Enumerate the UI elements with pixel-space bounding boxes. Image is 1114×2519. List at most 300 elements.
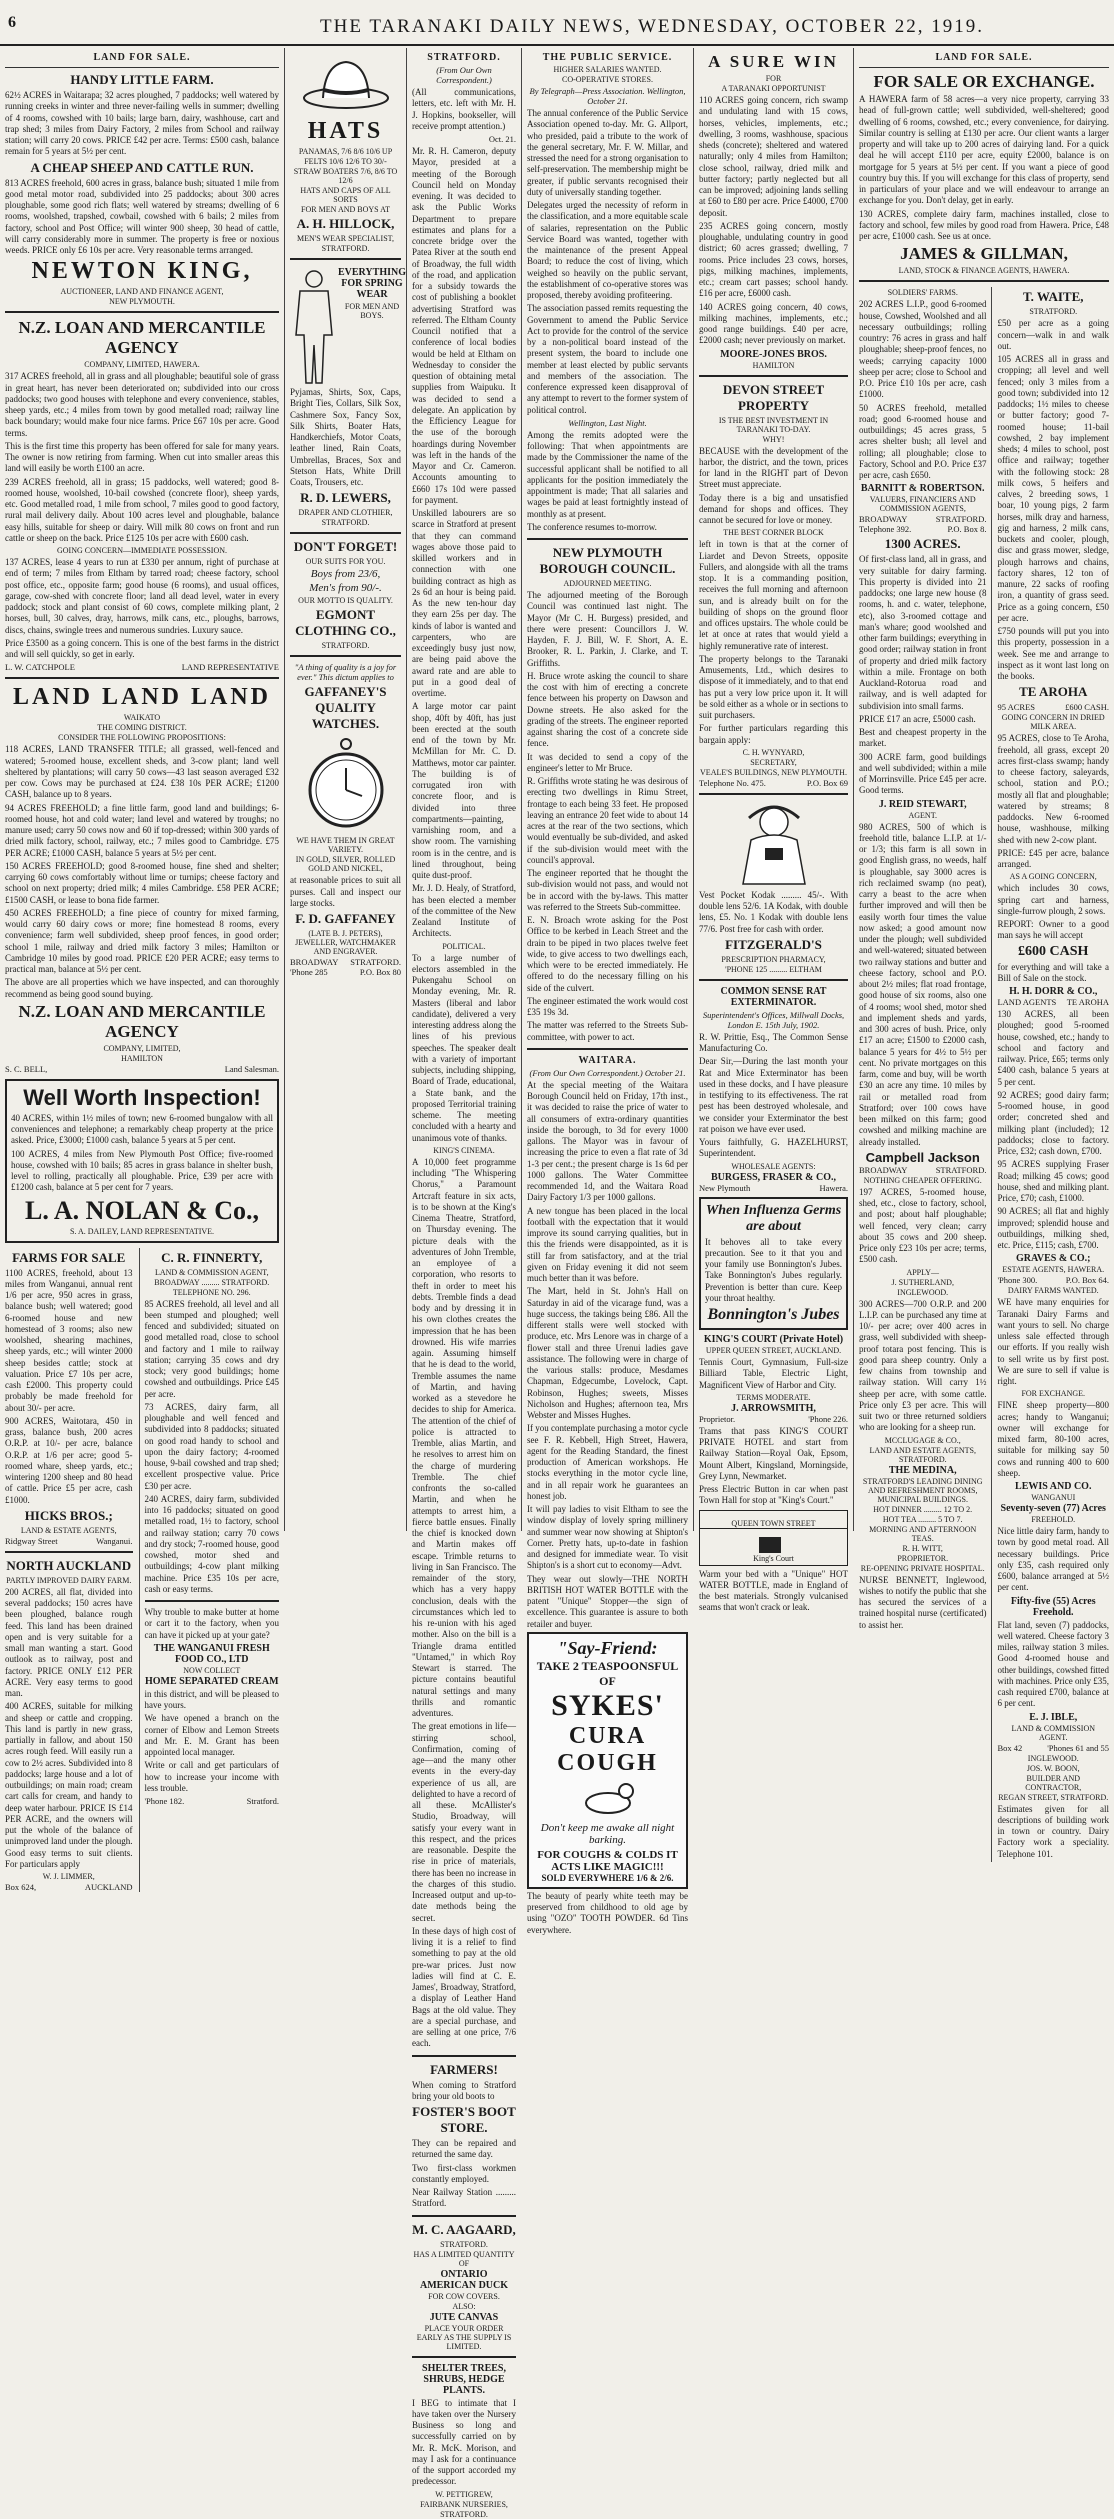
- dog-illustration: [578, 1777, 638, 1817]
- boon-name: JOS. W. BOON,: [1026, 1763, 1080, 1773]
- barnitt-sub: VALUERS, FINANCIERS AND COMMISSION AGENTS,: [869, 495, 976, 514]
- trams-note: Trams that pass KING'S COURT PRIVATE HOTEL and start from Railway Station—Royal Oak, Epsom, Mount Albert, Kingsland, Morningside, Grey Lynn, Newmarket.: [699, 1425, 848, 1481]
- rat-body: Dear Sir,—During the last month your Rat and Mice Exterminator has been used in these docks, and I have pleasure in testifying to its effectiveness. The rat pest has been destroyed wholesale, and we consider your Exterminator the best rat poison we have ever used.: [699, 1056, 848, 1134]
- waikato-head: WAIKATO: [123, 713, 161, 723]
- column-2: [285, 48, 407, 1531]
- listing-235: 235 ACRES going concern, mostly ploughable, undulating country in good district; 60 acres grassed; dwelling, 7 rooms. Price includes 23 cows, horses, pigs, milking machines, implements, etc.; cream cart passes; school handy. £16 per acre, £6000 cash.: [699, 220, 848, 299]
- dairy-wanted-body: WE have many enquiries for Taranaki Dairy Farms and want yours to sell. No charge unless sale effected through our efforts. If you really wish to sell write us by first post. We are sure to sell if value is right.: [997, 1297, 1109, 1386]
- stratford-body-4: Mr. J. D. Healy, of Stratford, has been elected a member of the committee of the New Zealand Institute of Architects.: [412, 883, 516, 939]
- land-land-land: LAND LAND LAND: [12, 684, 271, 711]
- hot-tea: HOT TEA ......... 5 TO 7.: [882, 1514, 963, 1524]
- te-aroha-cash: £600 CASH.: [1065, 702, 1109, 713]
- newspaper-title: THE TARANAKI DAILY NEWS, WEDNESDAY, OCTOBER 22, 1919.: [320, 16, 984, 37]
- listing-140: 140 ACRES going concern, 40 cows, milking machines, implements, etc.; good range buildings. £40 per acre, £2000 cash; never previously on market.: [699, 301, 848, 346]
- fd-box: P.O. Box 80: [359, 967, 401, 977]
- waitara-head: WAITARA.: [578, 1054, 637, 1066]
- nz-loan-hamilton-title: N.Z. LOAN AND MERCANTILE AGENCY: [18, 1001, 266, 1041]
- rat-to: R. W. Prittie, Esq., The Common Sense Manufacturing Co.: [699, 1031, 848, 1053]
- sykes-cura: CURA COUGH: [557, 1722, 658, 1776]
- going-concern-head: GOING CONCERN—IMMEDIATE POSSESSION.: [56, 546, 227, 555]
- graves-phone: 'Phone 300.: [997, 1275, 1038, 1286]
- stratford-date: Oct. 21.: [488, 134, 516, 144]
- stratford-body-2: Unskilled labourers are so scarce in Stratford at present that they can command wages above those paid to skilled workers and in connection with one building contract as high as 2s 6d an hour is being paid. As the new ten-hour day they earn 25s per day. The kinds of labor is wanted and carpenters, who are exceedingly busy just now, are being paid above the award rate and are able to put in a good deal of overtime.: [412, 508, 516, 698]
- dorr-town: TE AROHA: [1066, 997, 1109, 1007]
- nz-loan-title: N.Z. LOAN AND MERCANTILE AGENCY: [18, 318, 266, 358]
- burgess-town-1: New Plymouth: [699, 1182, 751, 1193]
- section-land-for-sale: LAND FOR SALE.: [93, 52, 191, 63]
- graves-box: P.O. Box 64.: [1065, 1275, 1109, 1286]
- jute-canvas: JUTE CANVAS: [429, 2311, 499, 2323]
- listing-317-note: This is the first time this property has been offered for sale for many years. The owner is now retiring from farming. When cut into smaller areas this land will easily be worth £100 an acre.: [5, 440, 279, 474]
- mens-price: Men's from 90/-.: [309, 582, 382, 595]
- nurse-bennett: NURSE BENNETT, Inglewood, wishes to notify the public that she has secured the services of a trained hospital nurse (certificated) to assist her.: [859, 1574, 987, 1630]
- kings-court-terms: TERMS MODERATE.: [736, 1392, 811, 1402]
- sutherland-town: INGLEWOOD.: [897, 1287, 949, 1297]
- place-order: PLACE YOUR ORDER EARLY AS THE SUPPLY IS LIMITED.: [416, 2323, 512, 2351]
- column-4: [522, 48, 694, 1935]
- seventy-body: Nice little dairy farm, handy to town by good metal road. All necessary buildings. Price only £35, cash required only £600, balance arranged at 5½ per cent.: [997, 1526, 1109, 1593]
- nz-loan-sub: COMPANY, LIMITED, HAWERA.: [84, 360, 200, 370]
- egmont-town: STRATFORD.: [321, 641, 370, 651]
- hats-head: HATS: [307, 118, 384, 144]
- column-6: [854, 48, 1114, 1859]
- devon-street-head: DEVON STREET PROPERTY: [722, 381, 825, 413]
- near-railway: Near Railway Station ......... Stratford.: [412, 2187, 516, 2209]
- listing-200: 200 ACRES, all flat, divided into several paddocks; 150 acres have been ploughed, balance rough feed. This land has been drained open and is very suitable for a small man wanting a start. Good outlook as to railway, post and factory. PRICE ONLY £12 PER ACRE. Very easy terms to good man.: [5, 1586, 133, 1698]
- devon-body-3: left in town is that at the corner of Liardet and Devon Streets, opposite Fullers, and alongside with all the trams stop. It is a commanding position, receives the full morning and afternoon sun, and is already built on for the building of shops on the ground floor and offices upstairs. The whole could be let at once at rates that would yield a highly remunerative rate of interest.: [699, 539, 848, 651]
- soldiers-farms-head: SOLDIERS' FARMS.: [887, 288, 958, 298]
- np-body-5: The engineer reported that he thought the sub-division would not pass, and would not be in accord with the by-laws. This matter was referred to the Streets Sub-committee.: [527, 868, 688, 912]
- catchpole-name: L. W. CATCHPOLE: [5, 662, 75, 673]
- man-figure-illustration: [290, 265, 338, 385]
- hicks-bros: HICKS BROS.;: [24, 1507, 113, 1523]
- finnerty-addr: BROADWAY ......... STRATFORD.: [154, 1277, 270, 1287]
- ps-body-2: Delegates urged the necessity of reform in the classification, and a more equitable scale of salaries, representation on the Public Service Board was wanted, together with the maintenance of the present Appeal Board; to reduce the cost of living, which weighed so heavily on the public servant, the establishment of co-operative stores was proposed, thereby avoiding profiteering.: [527, 200, 688, 300]
- devon-sub: IS THE BEST INVESTMENT IN TARANAKI TO-DAY.: [718, 415, 829, 434]
- listing-g90: 90 ACRES; all flat and highly improved; splendid house and outbuildings, milking shed, etc. Price, £115; cash, £700.: [997, 1206, 1109, 1250]
- np-body-4: R. Griffiths wrote stating he was desirous of erecting two dwellings in Rimu Street, frontage to each being 33 feet. He proposed leaving an entrance 20 feet wide to about 14 acres at the rear of the two sections, which would eventually be sub-divided, and asked if the sub-division would meet with the council's approval.: [527, 776, 688, 865]
- catchpole-role: LAND REPRESENTATIVE: [181, 662, 279, 673]
- higher-salaries: HIGHER SALARIES WANTED.: [553, 65, 662, 74]
- listing-137-note: Price £3500 as a going concern. This is one of the best farms in the district and will sell quickly, so get in early.: [5, 637, 279, 659]
- sykes-take: TAKE 2 TEASPOONSFUL: [536, 1658, 679, 1673]
- mcclugage-sub: LAND AND ESTATE AGENTS, STRATFORD.: [869, 1445, 976, 1464]
- te-aroha-going: GOING CONCERN IN DRIED MILK AREA.: [1001, 713, 1105, 732]
- listing-240: 240 ACRES, dairy farm, subdivided into 16 paddocks; situated on good metalled road, 1½ to factory, school and railway station; carry 70 cows and dry stock; 7-roomed house, good cowshed, motor shed and outbuildings; 4-cow plant milking machine. Price £35 10s per acre, cash or easy terms.: [144, 1493, 279, 1594]
- pettigrew-sub: FAIRBANK NURSERIES,: [420, 2499, 508, 2509]
- motto: OUR MOTTO IS QUALITY.: [298, 596, 393, 606]
- devon-body-5: For further particulars regarding this bargain apply:: [699, 723, 848, 745]
- hillock-name: A. H. HILLOCK,: [296, 216, 395, 231]
- political-body: To a large number of electors assembled in the Pukengahu School on Monday evening, Mr. R. Masters (liberal and labor candidate), delivered a very interesting address along the lines of his previous speeches. The speaker dealt with a variety of important subjects, including shipping, Board of Trade, educational, a State bank, and the proposed Territorial training scheme. The meeting concluded with a hearty and unanimous vote of thanks.: [412, 952, 516, 1143]
- devon-body-1: BECAUSE with the development of the harbor, the district, and the town, prices for land in the RIGHT part of Devon Street must appreciate.: [699, 445, 848, 490]
- te-aroha-body: 95 ACRES, close to Te Aroha, freehold, all grass, except 20 acres first-class swamp; handy to cheese factory, saleyards, school, station and P.O.; mostly all flat and ploughable; watered by streams; 8 paddocks. New 6-roomed house, washhouse, milking shed with new 2-cow plant.: [997, 733, 1109, 845]
- hat-illustration: [301, 54, 391, 114]
- waitara-body-3: The Mart, held in St. John's Hall on Saturday in aid of the vicarage fund, was a huge success, the takings being £86. All the different stalls were well stocked with produce, etc. Mrs Lenore was in charge of a flower stall and three Urenui ladies gave assistance. The following were in charge of the various stalls: produce, Mesdames Chapman, Edgecumbe, Lovelock, Capt. Robinson, Hughes; sweets, Misses Nicholson and Hughes; afternoon tea, Mrs Webster and Misses Hughes.: [527, 1286, 688, 1420]
- campbell-street: BROADWAY: [859, 1164, 908, 1175]
- kings-court-map: [699, 1510, 848, 1566]
- wynyard-tel: Telephone No. 475.: [699, 777, 766, 788]
- everything-spring: EVERYTHING FOR SPRING WEAR: [338, 267, 406, 300]
- influenza-head: When Influenza Germs are about: [705, 1202, 842, 1234]
- sure-win-head: A SURE WIN: [708, 52, 839, 71]
- finnerty-tel: TELEPHONE NO. 296.: [172, 1287, 251, 1297]
- listing-94: 94 ACRES FREEHOLD; a fine little farm, good land and buildings; 6-roomed house, hot and cold water; land level and watered by troughs; no manure used; carry 50 cows now and 60 if top-dressed; within 300 yards of dried milk factory, school, railway, etc.; 7 miles good to Cambridge. £75 PER ACRE; £1000 CASH, balance 5 years at 5½ per cent.: [5, 802, 279, 858]
- limited-quantity: HAS A LIMITED QUANTITY OF: [413, 2249, 515, 2268]
- listing-g95: 95 ACRES supplying Fraser Road; milking 45 cows; good house, shed and milking plant. Price, £70; cash, £1000.: [997, 1159, 1109, 1203]
- coop-stores: CO-OPERATIVE STORES.: [562, 75, 653, 84]
- wanganui-fresh-food: THE WANGANUI FRESH FOOD CO., LTD: [153, 1642, 270, 1665]
- best-corner: THE BEST CORNER BLOCK: [723, 528, 824, 538]
- listing-85: 85 ACRES freehold, all level and all been stumped and ploughed; well fenced and subdivided; situated on good metalled road, close to school and factory and 1 mile to railway station; carrying 35 cows and dry stock; very good buildings; home cowshed and outbuildings. Price £45 per acre.: [144, 1298, 279, 1399]
- rat-exterminator-head: COMMON SENSE RAT EXTERMINATOR.: [720, 985, 827, 1008]
- hat-line-3: STRAW BOATERS 7/6, 8/6 TO 12/6: [293, 167, 398, 185]
- listing-100: 100 ACRES, 4 miles from New Plymouth Post Office; five-roomed house, cowshed with 10 bails; 85 acres in grass balance in shelter bush, level to rolling, practically all ploughable. Price, £39 per acre with £1200 cash, balance at 5 per cent for 7 years.: [11, 1148, 273, 1193]
- morning-teas: MORNING AND AFTERNOON TEAS.: [869, 1524, 977, 1543]
- column-3: [407, 48, 522, 2519]
- fifty-five: Fifty-five (55) Acres Freehold.: [1010, 1595, 1096, 1618]
- burgess-fraser: BURGESS, FRASER & CO.,: [710, 1171, 837, 1183]
- hillock-town: STRATFORD.: [321, 244, 370, 253]
- witt-role: PROPRIETOR.: [897, 1553, 949, 1563]
- branch-note: We have opened a branch on the corner of Elbow and Lemon Streets and Mr. E. M. Grant has been appointed local manager.: [144, 1713, 279, 1757]
- te-aroha-600: £600 CASH: [1018, 943, 1089, 959]
- arrowsmith-role: Proprietor.: [699, 1413, 736, 1424]
- ps-body-1: The annual conference of the Public Service Association opened to-day. Mr. G. Allport, who presided, paid a tribute to the work of the general secretary, Mr. F. W. Millar, and stressed the need for a strong organisation to self-preservation. The membership might be greater, if public servants recognised their duty of universally standing together.: [527, 108, 688, 197]
- dorr-name: H. H. DORR & CO.,: [1009, 986, 1098, 997]
- dont-forget: DON'T FORGET!: [293, 539, 398, 555]
- now-collect: NOW COLLECT: [183, 1665, 241, 1675]
- barnitt-street: BROADWAY: [859, 514, 908, 525]
- np-body-3: It was decided to send a copy of the engineer's letter to Mr Bruce.: [527, 751, 688, 773]
- fitzgeralds-sub: PRESCRIPTION PHARMACY,: [721, 954, 826, 964]
- hat-line-4: HATS AND CAPS OF ALL SORTS: [300, 186, 391, 204]
- map-hotel-label: King's Court: [753, 1553, 794, 1563]
- waitara-body-5: It will pay ladies to visit Eltham to see the window display of lovely spring millinery and summer wear now showing at Shipton's Corner. Pretty hats, up-to-date in fashion and designed for immediate wear. To visit Shipton's is a short cut to economy—Advt.: [527, 1504, 688, 1571]
- np-body-2: H. Bruce wrote asking the council to share the cost with him of erecting a concrete fence between his property on Dawson and Downe streets. He also asked for the grading of the streets. The engineer reported against sharing the cost of a concrete side fence.: [527, 670, 688, 749]
- sykes-cura-cough-ad: [527, 1632, 688, 1889]
- shelter-body: I BEG to intimate that I have taken over the Nursery Business so long and successfully carried on by Mr. R. McK. Morison, and may I ask for a continuance of the support accorded my predecessor.: [412, 2397, 516, 2487]
- ps-body-5: The conference resumes to-morrow.: [527, 521, 657, 532]
- ontario-duck: ONTARIO AMERICAN DUCK: [419, 2268, 509, 2291]
- kings-cinema-body: A 10,000 feet programme including "The Whispering Chorus," a Paramount Artcraft feature in six acts, is to be shown at the King's Cinema Theatre, Stratford, on Thursday evening. The picture deals with the adventures of John Tremble, an employee of a corporation, who resorts to theft in order to meet his debts. Tremble finds a dead body and by dressing it in his own clothes creates the impression that he has been drowned. His wife marries again. Assuming himself that he is dead to the world, Tremble assumes the name of Martin, and having worked as a stevedore he decides to ship for America. The attention of the chief of police is attracted to Tremble, alias Martin, and he resolves to arrest him on the charge of murdering Tremble. The chief confronts the so-called Martin, and when he attempts to arrest him, a fierce battle ensues. Finally the chief is knocked down and Martin makes off escape. Trimble returns to living in San Francisco. The remainder of the story, which has a very happy conclusion, deals with the circumstances which led to his re-union with his aged mother. Also on the bill is a Triangle drama entitled "Untamed," in which Roy Stewart is starred. The picture contains beautiful natural settings and many thrills and romantic adventures.: [412, 1156, 516, 1718]
- sykes-say: "Say-Friend:: [557, 1637, 658, 1658]
- medina-name: THE MEDINA,: [888, 1464, 957, 1476]
- wynyard-box: P.O. Box 69: [806, 777, 848, 788]
- for-exchange-body: FINE sheep property—800 acres; handy to Wanganui; owner will exchange for mixed farm, 80-100 acres, suitable for milking say 50 cows and running 400 to 600 sheep.: [997, 1400, 1109, 1478]
- witt-name: R. H. WITT,: [902, 1543, 943, 1553]
- wynyard-addr: VEALE'S BUILDINGS, NEW PLYMOUTH.: [700, 767, 847, 777]
- listing-317: 317 ACRES freehold, all in grass and all ploughable; beautiful sole of grass in great heart, has never been deteriorated on; subdivided into our cross paddocks; two good houses with telephone and every convenience, stables, sheep yards, etc.; 4 miles from town by good metalled road; railway line back boundary; would make four nice farms. Price £67 10s per acre. Good terms.: [5, 371, 279, 438]
- waite-town: STRATFORD.: [1029, 307, 1078, 317]
- te-aroha-price: PRICE: £45 per acre, balance arranged.: [997, 847, 1109, 869]
- fd-town: STRATFORD.: [350, 957, 401, 967]
- ps-body-4: Among the remits adopted were the following: That when appointments are made by the Commissioner the name of the successful applicant shall be notified to all applicants for the position immediately the appointment is made; That all salaries and wages be paid at least fortnightly instead of monthly as at present.: [527, 429, 688, 519]
- farms-for-sale-head: FARMS FOR SALE: [12, 1249, 126, 1265]
- stratford-body-1: Mr. R. H. Cameron, deputy Mayor, presided at a meeting of the Borough Council held on Monday evening. It was decided to ask the Public Works Department to prepare estimates and plans for a concrete bridge over the Patea River at the south end of Broadway, the full width of the road, and application for a subsidy towards the cost of publishing a booklet advertising Stratford was referred. The Eltham County Council notified that a conference of local bodies would be held at Eltham on Wednesday to consider the question of obtaining metal supplies from Waipuku. It was decided to send a delegate. An application by the Efficiency League for the use of the borough hoardings during November was left in the hands of the Mayor and Cr. Cameron. Accounts amounting to £660 17s 10d were passed for payment.: [412, 146, 516, 505]
- np-council-head: NEW PLYMOUTH BOROUGH COUNCIL.: [539, 545, 676, 576]
- waite-750: £750 pounds will put you into this property, possession in a week. See me and arrange to inspect as it wont last long on the books.: [997, 626, 1109, 681]
- dorr-role: LAND AGENTS: [997, 997, 1057, 1007]
- wfc-town: Stratford.: [246, 1796, 279, 1806]
- barnitt-town: STRATFORD.: [935, 514, 987, 525]
- political-head: POLITICAL.: [442, 941, 486, 951]
- sykes-tag: FOR COUGHS & COLDS IT ACTS LIKE MAGIC!!!: [537, 1848, 678, 1873]
- listing-40: 40 ACRES, within 1½ miles of town; new 6-roomed bungalow with all conveniences and telephone; a remarkably cheap property at the price asked. Price, £3000; £1000 cash, balance 5 years at 5 per cent.: [11, 1112, 273, 1146]
- rat-letter-head: Superintendent's Offices, Millwall Docks, London E. 15th July, 1902.: [702, 1009, 845, 1030]
- column-1: [0, 48, 285, 1892]
- nz-loan-hamilton-sub: COMPANY, LIMITED,: [103, 1043, 181, 1053]
- limmer-name: W. J. LIMMER,: [42, 1872, 95, 1881]
- arrowsmith-phone: 'Phone 226.: [808, 1413, 848, 1424]
- sale-exchange-body-2: 130 ACRES, complete dairy farm, machines installed, close to factory and school, few miles by good road from Hawera. Price, £48 per acre, £1000 cash. See us at once.: [859, 208, 1109, 241]
- map-hotel-block: [759, 1537, 781, 1553]
- for-exchange-head: FOR EXCHANGE.: [1021, 1389, 1086, 1399]
- home-separated-cream: HOME SEPARATED CREAM: [144, 1675, 279, 1687]
- aagaard-name: M. C. AAGAARD,: [412, 2221, 516, 2237]
- campbell-jackson: Campbell Jackson: [865, 1149, 980, 1165]
- nolan-sub: S. A. DAILEY, LAND REPRESENTATIVE.: [69, 1226, 215, 1236]
- lewis-town: WANGANUI: [1031, 1493, 1076, 1502]
- in-district: in this district, and will be pleased to have yours.: [144, 1688, 279, 1710]
- wynyard-sub: SECRETARY,: [750, 757, 797, 767]
- limmer-town: AUCKLAND: [84, 1882, 133, 1892]
- hot-water-bottle: Warm your bed with a "Unique" HOT WATER BOTTLE, made in England of the best materials. Strongly vulcanised seams that won't crack or leak.: [699, 1568, 848, 1613]
- reid-stewart-agent: AGENT.: [908, 810, 937, 820]
- land-for-sale-right: LAND FOR SALE.: [935, 52, 1033, 63]
- sure-win-for: FOR: [765, 74, 782, 83]
- consider-head: CONSIDER THE FOLLOWING PROPOSITIONS:: [58, 733, 226, 743]
- bonnington-ad: [699, 1197, 848, 1331]
- egmont-clothing: EGMONT CLOTHING CO.,: [295, 607, 396, 639]
- waite-going: £50 per acre as a going concern—walk in and walk out.: [997, 318, 1109, 351]
- ps-date-2: Wellington, Last Night.: [568, 417, 647, 428]
- hicks-town: Wanganui.: [96, 1535, 133, 1546]
- sheep-run-body: 813 ACRES freehold, 600 acres in grass, balance bush; situated 1 mile from good metal motor road, subdivided into 25 paddocks; about 300 acres ploughable, some good rich flats; well watered by streams; dwelling of 6 rooms, woolshed, trapshed, cowbail, cowshed with 6 bails; 2 miles from factory, school and Post Office; will winter 900 sheep, 30 head of cattle, will carry considerably more in summer. The property is free or noxious weeds. PRICE only £6 10s per acre. Very reasonable terms arranged.: [5, 177, 279, 255]
- acres-1300-head: 1300 ACRES.: [884, 536, 961, 552]
- well-worth-head: Well Worth Inspection!: [23, 1084, 261, 1110]
- lewers-name: R. D. LEWERS,: [300, 490, 391, 506]
- kings-cinema-head: KING'S CINEMA.: [433, 1145, 495, 1155]
- listing-1300: Of first-class land, all in grass, and very suitable for dairy farming. This property is divided into 21 paddocks; one large new house (8 rooms, h. and c. water, telephone, etc), also 3-roomed cottage and man's whare; good woolshed and other farm buildings; everything in good order; railway station in front of property and dried milk factory within a mile. Frontage on both Auckland-Rotorua road and railway, and is well adapted for subdivision into small farms.: [859, 554, 987, 711]
- hat-line-2: FELTS 10/6 12/6 TO 30/-: [304, 157, 387, 166]
- listing-450: 450 ACRES FREEHOLD; a fine piece of country for mixed farming, would carry 60 dairy cows or more; fine homestead 8 rooms, every convenience; farm well subdivided, sheep proof fences, in good order; school 1 mile, railway and dried milk factory 3 miles; Hamilton or Cambridge 10 miles by good road. PRICE £20 PER ACRE; easy terms to practical man, balance at 5½ per cent.: [5, 907, 279, 974]
- barnitt-box: P.O. Box 8.: [947, 524, 987, 535]
- mcclugage-name: MCCLUGAGE & CO.,: [884, 1435, 961, 1445]
- nolan-name: L. A. NOLAN & Co.,: [24, 1195, 259, 1225]
- waitara-body-6: They wear out slowly—THE NORTH BRITISH HOT WATER BOTTLE with the patent "Unique" Stopper—the sign of excellence. This guarantee is assure to both retailer and buyer.: [527, 1573, 688, 1629]
- ible-sub: LAND & COMMISSION AGENT.: [1011, 1723, 1096, 1742]
- north-auckland-head: NORTH AUCKLAND: [6, 1557, 132, 1573]
- handy-farm-body: 62½ ACRES in Waitarapa; 32 acres ploughed, 7 paddocks; well watered by running creeks in winter and three never-failing wells in summer; dwelling of 4 rooms, cowshed with 10 bails; large barn, dairy, washhouse, cart and trap shed; 3 miles from Dairy Factory, 2 miles from School and railway station; will carry 20 cows. PRICE £42 per acre. Terms: £500 cash, balance remain for 5 years at 5½ per cent.: [5, 90, 279, 157]
- np-body-8: The matter was referred to the Streets Sub-committee, with power to act.: [527, 1020, 688, 1042]
- handbags-body: In these days of high cost of living it is a relief to find something to pay at the old pre-war prices. Just now ladies will find at C. E. James', Broadway, Stratford, a display of Leather Hand Bags at the old value. They are a special purchase, and are selling at one price, 7/6 each.: [412, 1925, 516, 2049]
- thing-of-quality: "A thing of quality is a joy for ever." This dictum applies to: [294, 662, 397, 683]
- listing-110: 110 ACRES going concern, rich swamp and undulating land with 15 cows, horses, vehicles, implements, etc.; dwelling, 3 rooms, washhouse, spacious sheds (concrete); sheltered and watered naturally; only 4 miles from Hamilton; close school, railway, dried milk and butter factory; partly neglected but all can be improved; adjoining lands selling at £60 to £80 per acre. Price £4000, £700 deposit.: [699, 95, 848, 218]
- devon-body-2: Today there is a big and unsatisfied demand for shops and offices. They cannot be secured for love or money.: [699, 492, 848, 525]
- stratford-notice: (All communications, letters, etc. left with Mr. H. J. Hopkins, bookseller, will receive prompt attention.): [412, 87, 516, 131]
- fitzgeralds-phone: 'PHONE 125 ......... ELTHAM: [725, 964, 822, 974]
- fosters-boot-store: FOSTER'S BOOT STORE.: [412, 2104, 516, 2135]
- kodak-woman-illustration: [719, 800, 829, 886]
- inspected-note: The above are all properties which we have inspected, and can thoroughly recommend as being good sound buying.: [5, 977, 279, 999]
- medina-sub: STRATFORD'S LEADING DINING AND REFRESHMENT ROOMS, MUNICIPAL BUILDINGS.: [862, 1476, 983, 1504]
- waitara-corr: (From Our Own Correspondent.) October 21.: [529, 1067, 686, 1078]
- barnitt-robertson: BARNITT & ROBERTSON.: [860, 483, 985, 495]
- our-suits: OUR SUITS FOR YOU.: [305, 557, 386, 567]
- shelter-trees-head: SHELTER TREES, SHRUBS, HEDGE PLANTS.: [422, 2362, 506, 2396]
- fd-phone: 'Phone 285: [290, 967, 328, 977]
- also-label: ALSO:: [452, 2301, 476, 2311]
- listing-239: 239 ACRES freehold, all in grass; 15 paddocks, well watered; good 8-roomed house, woolshed, 10-bail cowshed (concrete floor), sheep yards, etc. Good metalled road, 1 mile from school, 7 miles good to good factory, rural mail delivery daily. About 100 acres level and ploughable, balance easy hills, suitable for sheep or dairy. Will milk 80 cows on front and run cattle or sheep on the back. Price £125 10s per acre with £600 cash.: [5, 476, 279, 543]
- sykes-bark: Don't keep me awake all night barking.: [540, 1821, 675, 1846]
- james-gillman-sub: LAND, STOCK & FINANCE AGENTS, HAWERA.: [898, 266, 1070, 276]
- for-men-boys: FOR MEN AND BOYS.: [344, 302, 400, 320]
- listing-137: 137 ACRES, lease 4 years to run at £330 per annum, right of purchase at end of term; 7 miles from Eltham by tarred road; cheese factory, school post office, etc., opposite farm; good house (6 rooms), and usual offices, garage, cow-shed with concrete floor; land all dead level, water in every paddock; stock and plant consist of 60 cows, complete milking plant, 2 horses, bull, 30 calves, dray, harrows, milk cans, etc., ploughs, barrows, discs, chains, swingle trees and numerous sundries. Luxury sauce.: [5, 557, 279, 635]
- farmers-head: FARMERS!: [430, 2061, 498, 2077]
- aagaard-town: STRATFORD.: [440, 2239, 488, 2249]
- james-gillman: JAMES & GILLMAN,: [900, 244, 1068, 264]
- ible-name: E. J. IBLE,: [1029, 1711, 1078, 1723]
- hicks-street: Ridgway Street: [5, 1535, 58, 1546]
- reid-stewart: J. REID STEWART,: [878, 798, 967, 810]
- best-cheapest: Best and cheapest property in the market.: [859, 727, 987, 749]
- sykes-price: SOLD EVERYWHERE 1/6 & 2/6.: [541, 1872, 674, 1883]
- limmer-box: Box 624,: [5, 1882, 37, 1892]
- lewers-sub: DRAPER AND CLOTHIER,: [298, 508, 393, 518]
- hat-line-1: PANAMAS, 7/6 8/6 10/6 UP: [298, 147, 393, 156]
- adjourned-head: ADJOURNED MEETING.: [563, 579, 652, 588]
- hicks-sub: LAND & ESTATE AGENTS,: [20, 1525, 117, 1535]
- waitara-body-1: At the special meeting of the Waitara Borough Council held on Friday, 17th inst., it was decided to raise the price of water to all consumers of extra-ordinary quantities inside the borough, to 3d for every 1000 gallons. The Mayor was in favour of increasing the price to even a flat rate of 3d 1-3 per cent.; the present charge is 1s 6d per 1000 gallons. The Water Committee recommended 1d, and the Waitara Road Dairy Factory 1/3 per 1000 gallons.: [527, 1079, 688, 1203]
- listing-300-orp: 300 ACRES—700 O.R.P. and 200 L.I.P. can be purchased any time at 10/- per acre; over 400 acres in grass, well subdivided with sheep-proof totara post fencing. This is good para sheep country. Only a few chains from township and railway station. Will carry 1½ sheep per acre, with some cattle. Price only £3 per acre. This will suit two or three returned soldiers who are looking for a sheep run.: [859, 1298, 987, 1433]
- cow-covers: FOR COW COVERS.: [428, 2291, 500, 2301]
- sale-exchange-body-1: A HAWERA farm of 58 acres—a very nice property, carrying 33 head of full-grown cattle; well subdivided, well-sheltered; good dwelling of 6 rooms, cowshed, etc.; every convenience, for dairying. Similar country is selling at £130 per acre. Our client wants a larger property and will take up to 200 acres of dairying land. For a quick deal he will accept £110 per acre, equity £2000, balance is on mortgage for 5 years at 5½ per cent. If you want a piece of good country buy this. If you will exchange for this class of property, send in particulars of your place and we will endeavour to arrange an exchange for you. Don't delay, get in early.: [859, 94, 1109, 206]
- listing-197: 197 ACRES, 5-roomed house, shed, etc., close to factory, school, and post; about half ploughable; well fenced, very clean; carry about 35 cows and 200 sheep. Price only £23 10s per acre; terms, £500 cash.: [859, 1186, 987, 1265]
- burgess-town-2: Hawera.: [819, 1182, 848, 1193]
- sale-exchange-head: FOR SALE OR EXCHANGE.: [873, 72, 1095, 91]
- handy-farm-title: HANDY LITTLE FARM.: [70, 72, 214, 87]
- barnitt-tel: Telephone 392.: [859, 524, 912, 535]
- kings-court-body: Tennis Court, Gymnasium, Full-size Billiard Table, Electric Light, Magnificent View of Harbor and City.: [699, 1357, 848, 1390]
- boon-body: Estimates given for all descriptions of building work in town or country. Dairy Factory work a speciality. Telephone 101.: [997, 1803, 1109, 1859]
- te-aroha-includes: which includes 30 cows, spring cart and harness, single-furrow plough, 2 sows.: [997, 883, 1109, 916]
- studio-body: The great emotions in life—stirring school, Confirmation, coming of age—and the many other events in the every-day experience of us all, are delighted to have a record of all these. McAllister's Studio, Broadway, will satisfy your every want in this respect, and the prices are reasonable. Despite the rise in price of materials, there has been no increase in the charges of this studio. Increased output and up-to-date methods being the secret.: [412, 1721, 516, 1923]
- kings-court-addr: UPPER QUEEN STREET, AUCKLAND.: [705, 1346, 842, 1355]
- graves-sub: ESTATE AGENTS, HAWERA.: [1002, 1265, 1105, 1275]
- pocket-watch-illustration: [306, 736, 386, 832]
- watch-prices: at reasonable prices to suit all purses. Call and inspect our large stocks.: [290, 875, 401, 908]
- fd-street: BROADWAY: [290, 957, 339, 967]
- apply-label: APPLY—: [906, 1267, 939, 1277]
- fd-gaffaney-sub: (LATE B. J. PETERS), JEWELLER, WATCHMAKER AND ENGRAVER.: [295, 929, 396, 956]
- two-workmen: Two first-class workmen constantly employed.: [412, 2162, 516, 2184]
- why-trouble: Why trouble to make butter at home or cart it to the factory, when you can have it picked up at your gate?: [144, 1607, 279, 1640]
- listing-150: 150 ACRES FREEHOLD; good 8-roomed house, fine shed and shelter; carrying 60 cows comfortably without lime or turnips; cheese factory and school on next property; dried milk; 4 miles Cambridge. £58 PER ACRE; £1500 CASH, or lease to bona fide farmer.: [5, 860, 279, 905]
- listing-118: 118 ACRES, LAND TRANSFER TITLE; all grassed, well-fenced and watered; 5-roomed house, excellent sheds, and 3-cow plant; land well sheltered by plantations; will carry 50 cows—43 last season averaged £32 per cow. Cows may be purchased at £24. £38 10s PER ACRE; £1200 CASH, balance up to 8 years.: [5, 744, 279, 800]
- stratford-body-3: A large motor car paint shop, 40ft by 40ft, has just been erected at the south end of the town by Mr. McMillan for Mr. C. D. Matthews, motor car painter. The building is of corrugated iron with concrete floor, and is divided into three compartments—painting, varnishing room, and a show room. The varnishing room is in the centre, and is lined throughout, being quite dust-proof.: [412, 701, 516, 880]
- coming-district: THE COMING DISTRICT.: [97, 723, 187, 733]
- write-call: Write or call and get particulars of how to increase your income with less trouble.: [144, 1760, 279, 1793]
- wholesale-agents: WHOLESALE AGENTS:: [731, 1161, 816, 1171]
- sykes-of: OF: [599, 1673, 616, 1688]
- ible-town: INGLEWOOD.: [1027, 1753, 1079, 1763]
- listing-73: 73 ACRES, dairy farm, all ploughable and well fenced and subdivided into 8 paddocks; situated on good road handy to school and upon the dairy factory; 4-roomed house, 9-bail cowshed and trap shed; excellent prospective value. Price £30 per acre.: [144, 1401, 279, 1491]
- np-body-7: The engineer estimated the work would cost £35 19s 3d.: [527, 995, 688, 1017]
- when-coming: When coming to Stratford bring your old boots to: [412, 2079, 516, 2101]
- nothing-cheaper: NOTHING CHEAPER OFFERING.: [863, 1175, 982, 1185]
- listing-980: 980 ACRES, 500 of which is freehold title, balance L.I.P. at 1/- or 1/3; this farm is all sown in good English grass, no weeds, half is ploughable, say 3000 acres is rich reclaimed swamp (no peat), carry a beast to the acre when further improved and will then be easily worth four times the value now asked; a good amount now under the plough; well subdivided and well-watered; situated between two railway stations and butter and cheese factory, school and P.O. about 2½ miles; flat road frontage, good house of six rooms, also one of 4 rooms; wool shed, motor shed and implement sheds and yards, and 300 acres of bush. Price, only £17 an acre; £1500 to £2000 cash, balance 5 years for 4½ to 5½ per cent. No private mortgages on this farm, come and buy, will be worth £30 an acre any time. 10 miles by rail or metalled road from Stratford; over 100 cows have been milked on this farm; good cowshed and milking machine are already installed.: [859, 821, 987, 1147]
- fitzgeralds-name: FITZGERALD'S: [725, 936, 822, 952]
- te-aroha-head: TE AROHA: [1019, 684, 1088, 700]
- waite-name: T. WAITE,: [1022, 289, 1084, 305]
- lewis-co: LEWIS AND CO.: [1015, 1481, 1092, 1492]
- masthead: [0, 0, 1114, 46]
- freehold-label: FREEHOLD.: [1031, 1515, 1076, 1524]
- why-head: WHY!: [762, 434, 785, 444]
- te-aroha-acres: 95 ACRES: [997, 702, 1036, 713]
- newton-king-name: NEWTON KING,: [31, 258, 253, 285]
- moore-jones-town: HAMILTON: [752, 360, 795, 370]
- listing-50: 50 ACRES freehold, metalled road; good 6-roomed house and outbuildings; 45 acres grass, 5 acres shelter bush; all level and rolling; all ploughable; close to Factory, School and P.O. Price £37 per acre, cash £650.: [859, 402, 987, 480]
- pettigrew-town: STRATFORD.: [440, 2509, 488, 2519]
- rat-signature: Yours faithfully, G. HAZELHURST, Superintendent.: [699, 1137, 848, 1159]
- page-number: 6: [8, 14, 16, 31]
- wfc-phone: 'Phone 182.: [144, 1796, 185, 1806]
- partly-improved: PARTLY IMPROVED DAIRY FARM.: [6, 1575, 132, 1585]
- bell-name: S. C. BELL,: [5, 1063, 48, 1074]
- watch-metals: IN GOLD, SILVER, ROLLED GOLD AND NICKEL,: [295, 855, 396, 874]
- fd-gaffaney-name: F. D. GAFFANEY: [295, 911, 396, 926]
- gaffaney-watches: GAFFANEY'S QUALITY WATCHES.: [304, 684, 387, 732]
- fifty-body: Flat land, seven (7) paddocks, well watered. Cheese factory 3 miles, railway station 3 miles. Good 4-roomed house and other buildings, cowshed fitted with machines. Price only £35, cash required £700, balance at 6 per cent.: [997, 1619, 1109, 1709]
- listing-1100: 1100 ACRES, freehold, about 13 miles from Wanganui, annual rent 1/6 per acre, 950 acres in grass, balance bush; well watered; good 6-roomed house and new homestead of 3 rooms; also new woolshed, shearing machines, sheep yards, etc.; will winter 2000 sheep besides cattle; stock at valuation. Price £7 10s per acre, cash £2000. This property could probably be made freehold for about 30/- per acre.: [5, 1267, 133, 1413]
- moore-jones: MOORE-JONES BROS.: [720, 348, 827, 360]
- newton-king-town: NEW PLYMOUTH.: [109, 297, 175, 307]
- press-button-note: Press Electric Button in car when past Town Hall for stop at "King's Court.": [699, 1484, 848, 1506]
- taranaki-opportunist: A TARANAKI OPPORTUNIST: [721, 84, 826, 93]
- ible-box: Box 42: [997, 1742, 1023, 1753]
- hot-dinner: HOT DINNER ......... 12 TO 2.: [873, 1504, 973, 1514]
- listing-105: 105 ACRES all in grass and cropping; all level and well fenced; only 3 miles from a good town; subdivided into 12 paddocks; 1½ miles to cheese or butter factory; good 7-roomed house; 11-bail cowshed, 2 bay implement sheds; 4 miles to school, post office and railway; together with the following stock: 28 milk cows, 5 heifers and calves, 2 breeding sows, 1 boar, 10 young pigs, 2 farm horses, milk dray and harness, gig and harness, 2 milk cans, buckets and cooler, plough, disc and grass mower, sledge, plough harrows and chains, factory shares, 12 ton of manure, 22 sacks of roofing iron, a quantity of grass seed. Price as a going concern, £50 per acre.: [997, 354, 1109, 623]
- listing-300-morrinsville: 300 ACRE farm, good buildings and well subdivided; within a mile of Morrinsville. Price £45 per acre. Good terms.: [859, 751, 987, 796]
- pettigrew-name: W. PETTIGREW,: [435, 2489, 493, 2499]
- nz-loan-hamilton-town: HAMILTON: [121, 1053, 163, 1063]
- ible-phone: 'Phones 61 and 55: [1047, 1742, 1109, 1753]
- boon-addr: REGAN STREET, STRATFORD.: [998, 1792, 1109, 1802]
- finnerty-sub: LAND & COMMISSION AGENT,: [154, 1267, 269, 1277]
- column-5: [694, 48, 854, 1613]
- map-street-label: QUEEN TOWN STREET: [700, 1519, 847, 1529]
- waitara-body-2: A new tongue has been placed in the local football with the expectation that it would improve its sound carrying qualities, but in this the friends were disappointed, as it is still far from satisfactory, and at the trial given on Friday evening it did not seem much better than it was before.: [527, 1205, 688, 1283]
- ps-telegraph: By Telegraph—Press Association. Wellington, October 21.: [529, 86, 686, 106]
- te-aroha-bill: for everything and will take a Bill of Sale on the stock.: [997, 961, 1109, 983]
- dairy-wanted-head: DAIRY FARMS WANTED.: [1007, 1286, 1099, 1296]
- np-body-6: E. N. Broach wrote asking for the Post Office to be kerbed in Leach Street and the drain to be piped in two places twelve feet wide, to give access to two dwellings each, which were to be erected immediately. He offered to do the necessary filling on his side of the culvert.: [527, 915, 688, 993]
- ozo-tooth-powder: The beauty of pearly white teeth may be preserved from childhood to old age by using "OZO" TOOTH POWDER. 6d Tins everywhere.: [527, 1890, 688, 1935]
- hillock-sub: MEN'S WEAR SPECIALIST,: [297, 234, 394, 243]
- hat-line-5: FOR MEN AND BOYS AT: [301, 205, 390, 214]
- waitara-body-4: If you contemplate purchasing a motor cycle see F. R. Kebbell, High Street, Hawera, agent for the Reading Standard, the finest production of American workshops. He stocks everything in the motor cycle line, and in all repair work he guarantees an honest job.: [527, 1423, 688, 1501]
- campbell-town: STRATFORD.: [935, 1164, 987, 1175]
- listing-900: 900 ACRES, Waitotara, 450 in grass, balance bush, 200 acres O.R.P. at 10/- per acre, balance O.R.P. at 1/6 per acre; good 5-roomed whare, sheep yards, etc.; wintering 1200 sheep and 80 head of cattle. Price £5 per acre, cash £1000.: [5, 1415, 133, 1505]
- influenza-body: It behoves all to take every precaution. See to it that you and your family use Bonnington's Jubes. Take Bonnington's Jubes regularly. Prevention is better than cure. Keep your throat healthy.: [705, 1236, 842, 1303]
- boon-sub: BUILDER AND CONTRACTOR,: [1025, 1773, 1082, 1792]
- sutherland-name: J. SUTHERLAND,: [891, 1277, 954, 1287]
- listing-202: 202 ACRES L.I.P., good 6-roomed house, Cowshed, Woolshed and all necessary outbuildings; rolling country: 76 acres in grass and half ploughable; sheep-proof fences, no weeds; carrying capacity 1000 sheep per acre; close to School and P.O. Price £10 10s per acre, cash £1000.: [859, 299, 987, 400]
- public-service-head: THE PUBLIC SERVICE.: [542, 52, 673, 63]
- wynyard-name: C. H. WYNYARD,: [742, 747, 805, 757]
